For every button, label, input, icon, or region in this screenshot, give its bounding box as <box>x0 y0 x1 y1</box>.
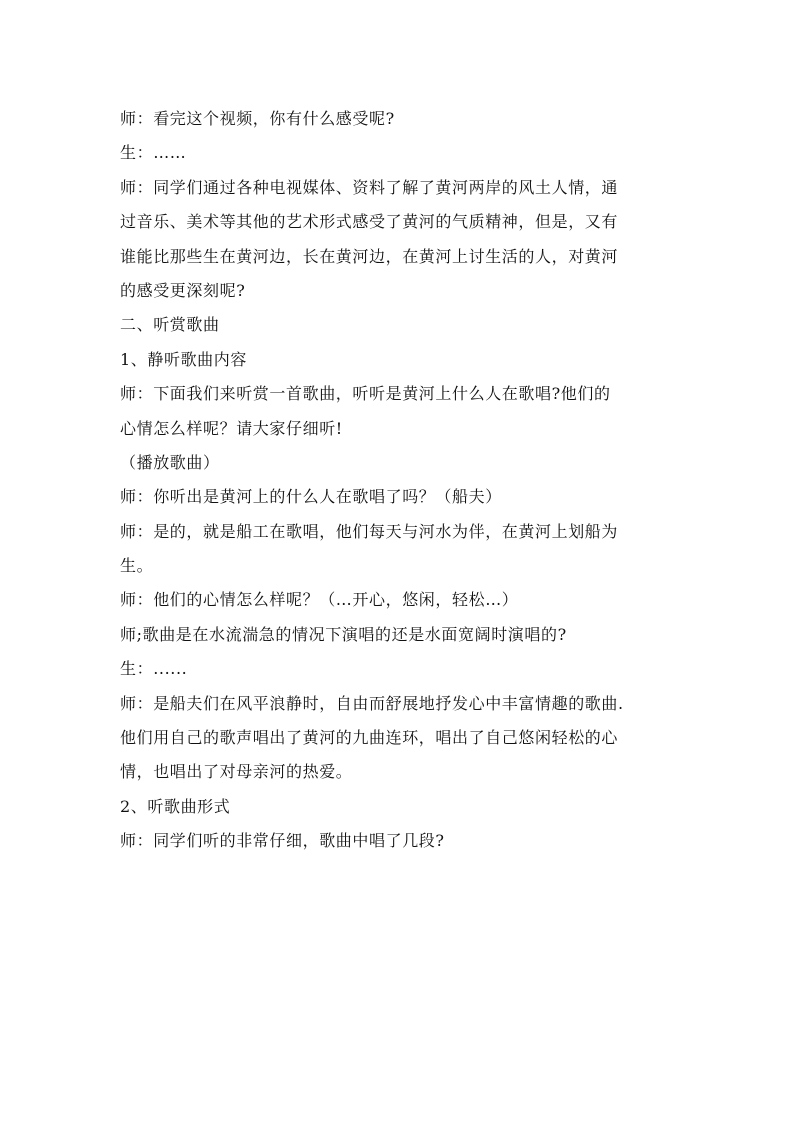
dialogue-line: 师：他们的心情怎么样呢？（…开心，悠闲，轻松…） <box>120 590 519 610</box>
subsection-heading: 2、听歌曲形式 <box>120 796 231 816</box>
paragraph-line: 过音乐、美术等其他的艺术形式感受了黄河的气质精神，但是，又有 <box>120 212 619 232</box>
paragraph-line: 师：是船夫们在风平浪静时，自由而舒展地抒发心中丰富情趣的歌曲. <box>120 693 624 713</box>
dialogue-line: 师：你听出是黄河上的什么人在歌唱了吗？（船夫） <box>120 487 502 507</box>
document-body <box>120 102 680 859</box>
paragraph-line: 师：下面我们来听赏一首歌曲，听听是黄河上什么人在歌唱?他们的 <box>120 384 611 404</box>
paragraph-line: 谁能比那些生在黄河边，长在黄河边，在黄河上讨生活的人，对黄河 <box>120 246 619 266</box>
dialogue-line: 师：同学们听的非常仔细，歌曲中唱了几段? <box>120 831 445 851</box>
paragraph-line: 他们用自己的歌声唱出了黄河的九曲连环，唱出了自己悠闲轻松的心 <box>120 728 619 748</box>
dialogue-line-student-response: 生：…… <box>120 143 187 163</box>
dialogue-line-student-response: 生：...... <box>120 659 188 679</box>
subsection-heading: 1、静听歌曲内容 <box>120 349 247 369</box>
dialogue-line-teacher-question: 师：看完这个视频，你有什么感受呢? <box>120 109 395 128</box>
paragraph-line: 情，也唱出了对母亲河的热爱。 <box>120 762 353 782</box>
paragraph-line: 的感受更深刻呢? <box>120 280 246 300</box>
paragraph-line: 心情怎么样呢？请大家仔细听! <box>120 418 343 438</box>
paragraph-line: 师：同学们通过各种电视媒体、资料了解了黄河两岸的风土人情，通 <box>120 177 619 197</box>
dialogue-line: 师;歌曲是在水流湍急的情况下演唱的还是水面宽阔时演唱的? <box>120 624 567 644</box>
stage-direction: （播放歌曲） <box>120 452 220 472</box>
section-heading: 二、听赏歌曲 <box>120 315 220 335</box>
paragraph-line: 生。 <box>120 556 154 576</box>
paragraph-line: 师：是的，就是船工在歌唱，他们每天与河水为伴，在黄河上划船为 <box>120 521 619 541</box>
